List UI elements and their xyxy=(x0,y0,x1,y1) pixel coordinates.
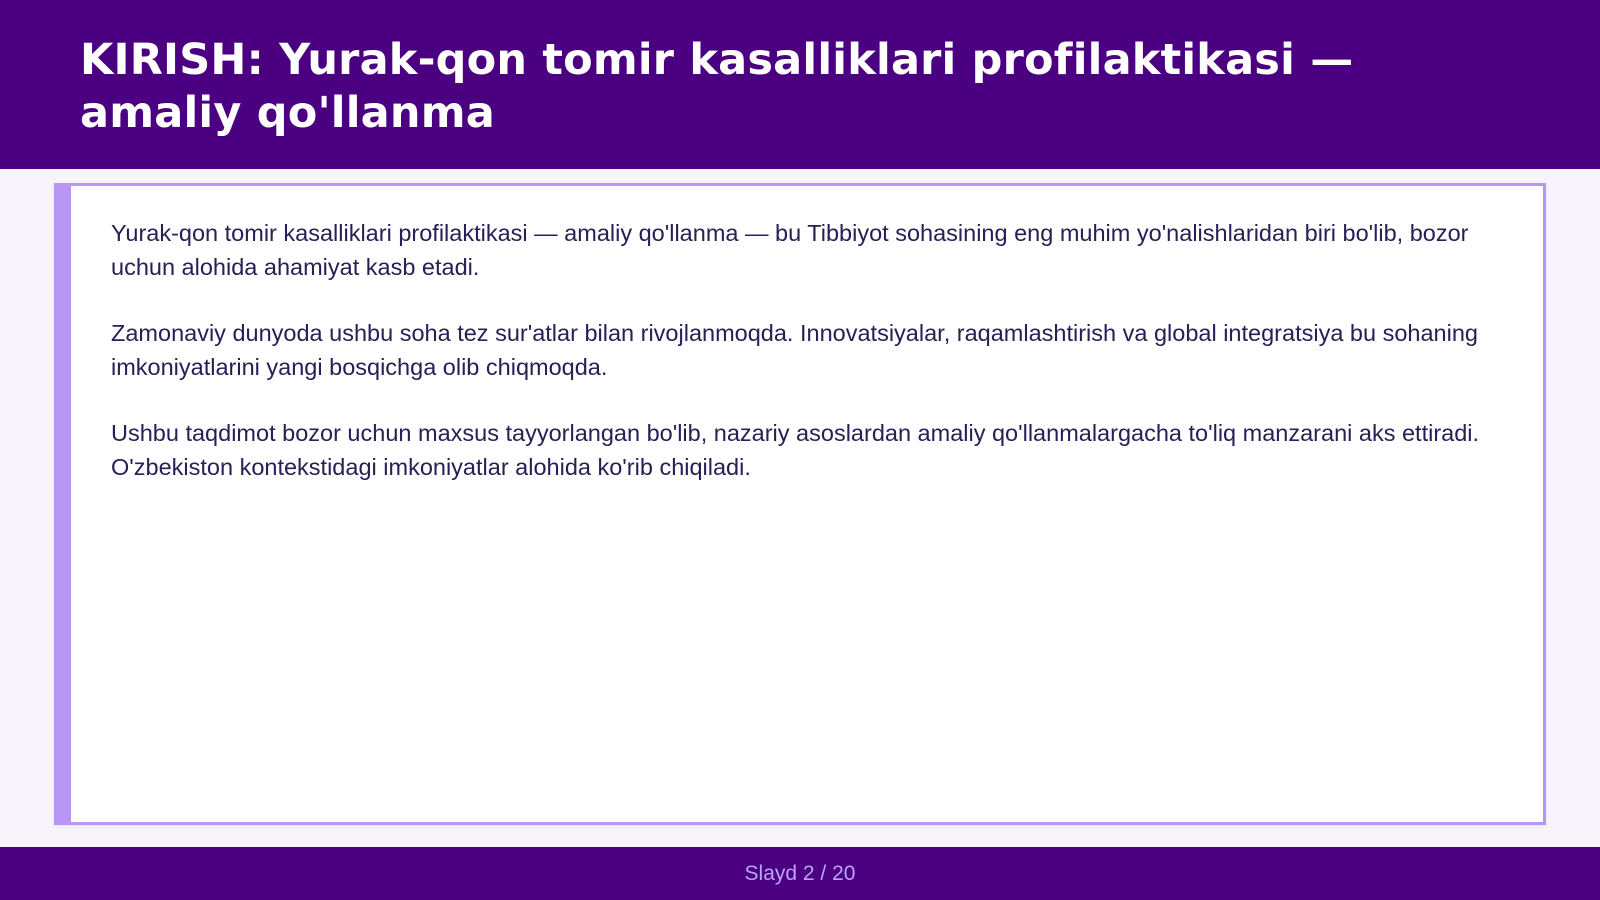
intro-paragraph: Yurak-qon tomir kasalliklari profilaktikasi — amaliy qo'llanma — bu Tibbiyot sohasining eng muhim yo'nalishlaridan biri bo'lib, bozor uchun alohida ahamiyat kasb etadi. xyxy=(111,220,1469,280)
slide-counter: Slayd 2 / 20 xyxy=(744,862,856,885)
content-body xyxy=(111,216,1505,516)
slide-header xyxy=(0,0,1600,169)
slide-title: KIRISH: Yurak-qon tomir kasalliklari profilaktikasi — amaliy qo'llanma xyxy=(80,35,1354,138)
slide-footer xyxy=(0,847,1600,900)
presentation-purpose-paragraph: Ushbu taqdimot bozor uchun maxsus tayyorlangan bo'lib, nazariy asoslardan amaliy qo'llanmalargacha to'liq manzarani aks ettiradi. O'zbekiston kontekstidagi imkoniyatlar alohida ko'rib chiqiladi. xyxy=(111,420,1480,480)
modern-world-paragraph: Zamonaviy dunyoda ushbu soha tez sur'atlar bilan rivojlanmoqda. Innovatsiyalar, raqamlashtirish va global integratsiya bu sohaning imkoniyatlarini yangi bosqichga olib chiqmoqda. xyxy=(111,320,1478,380)
content-card xyxy=(54,183,1546,825)
